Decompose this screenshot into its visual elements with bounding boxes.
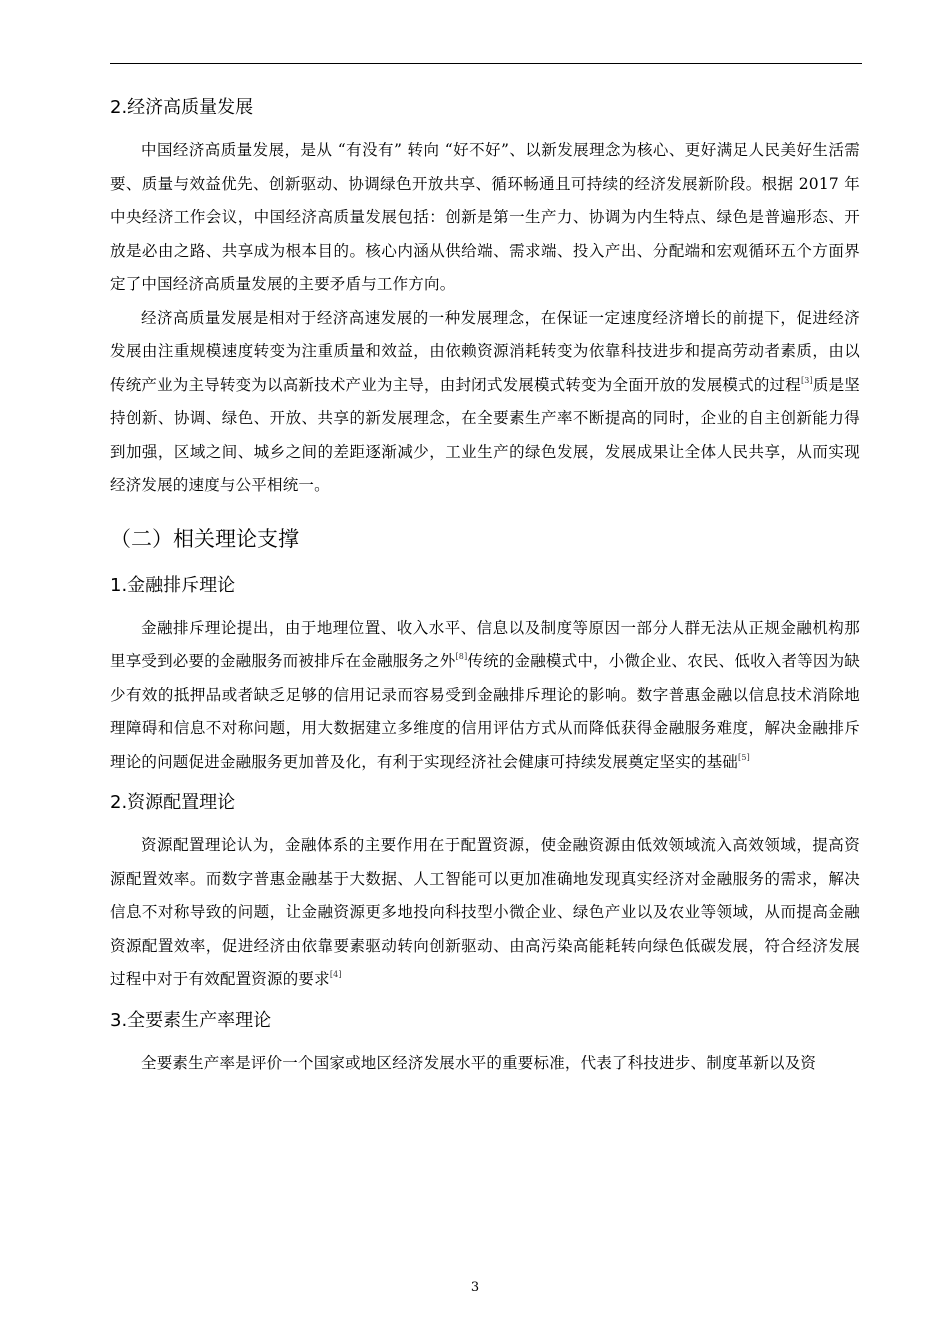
paragraph-text: 质是坚持创新、协调、绿色、开放、共享的新发展理念，在全要素生产率不断提高的同时，企业的自主创新能力得到加强，区域之间、城乡之间的差距逐渐减少，工业生产的绿色发展，发展成果让全体人民共享，从而实现经济发展的速度与公平相统一。	[110, 375, 860, 494]
section-heading-resource-allocation: 2.资源配置理论	[110, 792, 236, 813]
paragraph-quality-concept	[110, 302, 860, 503]
section-heading-tfp: 3.全要素生产率理论	[110, 1009, 272, 1031]
header-rule	[110, 63, 862, 64]
citation-marker: [5]	[738, 752, 750, 762]
paragraph-text: 资源配置理论认为，金融体系的主要作用在于配置资源，使金融资源由低效领域流入高效领域，提高资源配置效率。而数字普惠金融基于大数据、人工智能可以更加准确地发现真实经济对金融服务的需求，解决信息不对称导致的问题，让金融资源更多地投向科技型小微企业、绿色产业以及农业等领域，从而提高金融资源配置效率，促进经济由依靠要素驱动转向创新驱动、由高污染高能耗转向绿色低碳发展，符合经济发展过程中对于有效配置资源的要求	[110, 836, 860, 988]
paragraph-financial-exclusion	[110, 612, 860, 780]
citation-marker: [4]	[329, 970, 342, 979]
paragraph-text: 经济高质量发展是相对于经济高速发展的一种发展理念，在保证一定速度经济增长的前提下，促进经济发展由注重规模速度转变为注重质量和效益，由依赖资源消耗转变为依靠科技进步和提高劳动者素质，由以传统产业为主导转变为以高新技术产业为主导，由封闭式发展模式转变为全面开放的发展模式的过程	[110, 308, 860, 394]
page-number: 3	[470, 1280, 480, 1295]
paragraph-resource-allocation	[110, 829, 860, 997]
citation-marker: [8]	[455, 652, 468, 661]
section-heading-economic-quality: 2.经济高质量发展	[110, 97, 254, 118]
section-heading-theory-support: （二）相关理论支撑	[110, 526, 299, 551]
page-body	[110, 94, 860, 1080]
citation-marker: [3]	[800, 375, 813, 385]
paragraph-tfp: 全要素生产率是评价一个国家或地区经济发展水平的重要标准，代表了科技进步、制度革新以及资	[141, 1053, 817, 1072]
paragraph-quality-definition: 中国经济高质量发展，是从 “有没有” 转向 “好不好”、以新发展理念为核心、更好满足人民美好生活需要、质量与效益优先、创新驱动、协调绿色开放共享、循环畅通且可持续的经济发展新阶段。根据 2017 年中央经济工作会议，中国经济高质量发展包括：创新是第一生产力、协调为内生特点、绿色是普遍形态、开放是必由之路、共享成为根本目的。核心内涵从供给端、需求端、投入产出、分配端和宏观循环五个方面界定了中国经济高质量发展的主要矛盾与工作方向。	[110, 141, 860, 293]
section-heading-financial-exclusion: 1.金融排斥理论	[110, 574, 236, 596]
paragraph-text: 传统的金融模式中，小微企业、农民、低收入者等因为缺少有效的抵押品或者缺乏足够的信用记录而容易受到金融排斥理论的影响。数字普惠金融以信息技术消除地理障碍和信息不对称问题，用大数据建立多维度的信用评估方式从而降低获得金融服务难度，解决金融排斥理论的问题促进金融服务更加普及化，有利于实现经济社会健康可持续发展奠定坚实的基础	[110, 652, 860, 771]
paragraph-text: 金融排斥理论提出，由于地理位置、收入水平、信息以及制度等原因一部分人群无法从正规金融机构那里享受到必要的金融服务而被排斥在金融服务之外	[110, 618, 860, 670]
